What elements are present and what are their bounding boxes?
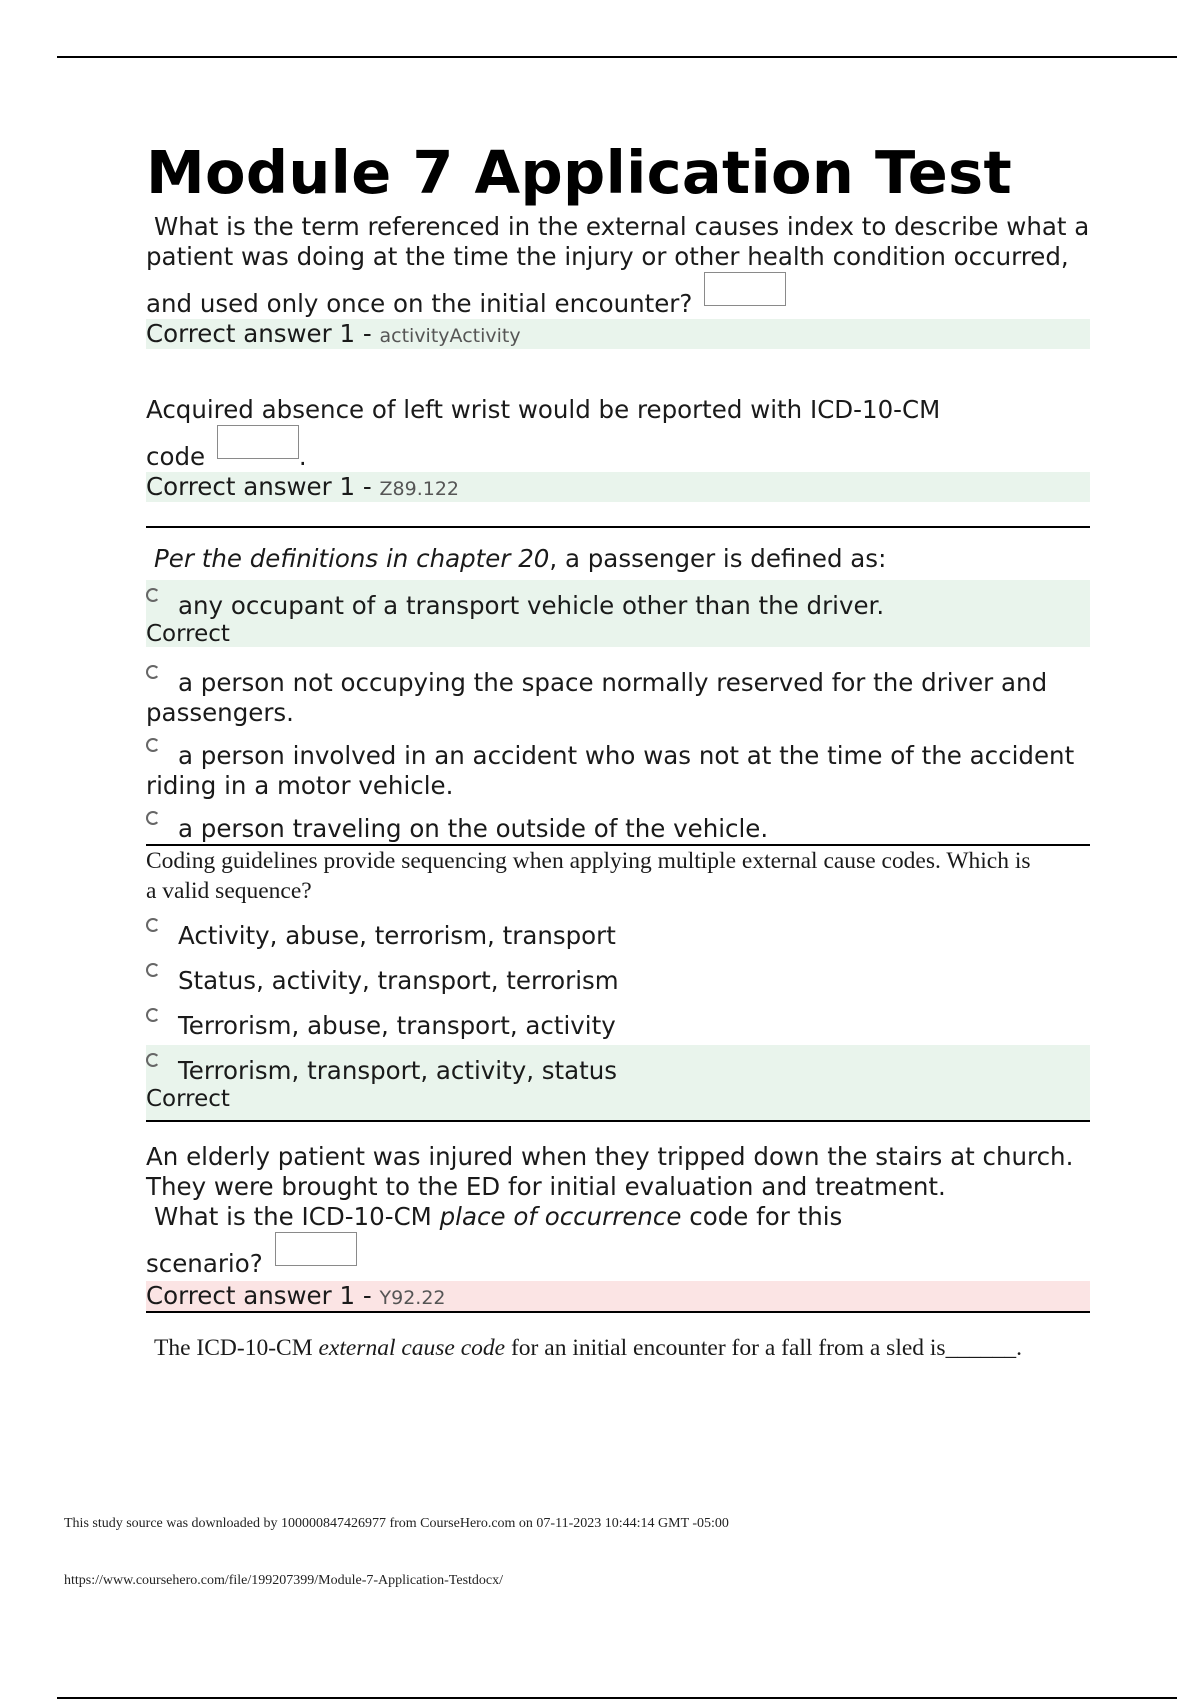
question-3-option-1-label: any occupant of a transport vehicle other than the driver.	[178, 591, 885, 620]
question-5-prompt-start: What is the ICD-10-CM	[154, 1202, 440, 1231]
question-1-answer-input[interactable]	[704, 272, 786, 306]
question-5-scenario: An elderly patient was injured when they tripped down the stairs at church. They were brought to the ED for initial evaluation and treatment.	[146, 1142, 1074, 1201]
source-url[interactable]: https://www.coursehero.com/file/199207399/Module-7-Application-Testdocx/	[64, 1573, 504, 1588]
question-3-text	[146, 544, 1090, 574]
question-1-prompt: What is the term referenced in the external causes index to describe what a patient was doing at the time the injury or other health condition occurred, and used only once on the initial encounter?	[146, 212, 1090, 318]
question-4-option-2-label: Status, activity, transport, terrorism	[178, 966, 619, 995]
question-2-text	[146, 395, 1090, 472]
question-2-answer-label: Correct answer 1 -	[146, 472, 380, 501]
question-5-prompt-end: code for this scenario?	[146, 1202, 843, 1278]
radio-icon[interactable]	[146, 588, 160, 602]
document-content	[146, 140, 1090, 1363]
question-4-option-4[interactable]	[146, 1045, 1090, 1120]
question-1-text	[146, 212, 1090, 319]
question-4-option-4-label: Terrorism, transport, activity, status	[178, 1056, 618, 1085]
question-4-option-1[interactable]	[146, 918, 1090, 951]
question-3-option-3[interactable]	[146, 738, 1090, 801]
radio-icon[interactable]	[146, 963, 160, 977]
question-3-option-2-label: a person not occupying the space normally reserved for the driver and passengers.	[146, 668, 1048, 727]
question-6-text	[146, 1333, 1090, 1363]
question-2	[146, 395, 1090, 502]
question-5-text	[146, 1202, 1090, 1279]
question-3-option-1[interactable]	[146, 580, 1090, 647]
radio-icon[interactable]	[146, 811, 160, 825]
question-5	[146, 1142, 1090, 1311]
download-note: This study source was downloaded by 100000847426977 from CourseHero.com on 07-11-2023 10:44:14 GMT -05:00	[64, 1516, 729, 1531]
radio-icon[interactable]	[146, 738, 160, 752]
question-4-option-3-label: Terrorism, abuse, transport, activity	[178, 1011, 616, 1040]
question-4-correct-label: Correct	[146, 1086, 230, 1112]
question-3	[146, 544, 1090, 844]
question-5-prompt-italic: place of occurrence	[439, 1202, 682, 1231]
question-6-prompt-end: for an initial encounter for a fall from a sled is______.	[505, 1335, 1022, 1361]
question-3-option-3-label: a person involved in an accident who was not at the time of the accident riding in a motor vehicle.	[146, 741, 1075, 800]
question-2-answer-input[interactable]	[217, 425, 299, 459]
page-bottom-rule	[57, 1697, 1177, 1699]
divider	[146, 1311, 1090, 1313]
question-1	[146, 212, 1090, 349]
question-4-text: Coding guidelines provide sequencing when applying multiple external cause codes. Which is a valid sequence?	[146, 848, 1031, 904]
question-1-answer-value: activityActivity	[379, 325, 521, 347]
question-3-prompt-italic: Per the definitions in chapter 20	[154, 544, 550, 573]
question-4-option-3[interactable]	[146, 1008, 1090, 1041]
question-4	[146, 846, 1090, 1120]
question-4-option-2[interactable]	[146, 963, 1090, 996]
question-3-correct-label: Correct	[146, 621, 230, 647]
question-1-answer-label: Correct answer 1 -	[146, 319, 380, 348]
divider	[146, 1120, 1090, 1122]
question-1-correct-answer	[146, 319, 1090, 349]
question-5-answer-input[interactable]	[275, 1232, 357, 1266]
page-title: Module 7 Application Test	[146, 138, 1012, 207]
page-top-rule	[57, 56, 1177, 58]
question-6	[146, 1333, 1090, 1363]
question-5-answer-value: Y92.22	[379, 1287, 446, 1309]
radio-icon[interactable]	[146, 1008, 160, 1022]
question-2-suffix: .	[298, 442, 307, 471]
question-5-answer-label: Correct answer 1 -	[146, 1281, 380, 1310]
question-4-option-1-label: Activity, abuse, terrorism, transport	[178, 921, 616, 950]
question-3-option-4[interactable]	[146, 811, 1090, 844]
question-6-prompt-start: The ICD-10-CM	[154, 1335, 319, 1361]
question-3-option-4-label: a person traveling on the outside of the vehicle.	[178, 814, 769, 843]
radio-icon[interactable]	[146, 1053, 160, 1067]
divider	[146, 526, 1090, 528]
question-2-answer-value: Z89.122	[379, 478, 459, 500]
question-3-prompt: , a passenger is defined as:	[549, 544, 887, 573]
radio-icon[interactable]	[146, 918, 160, 932]
question-2-correct-answer	[146, 472, 1090, 502]
question-6-prompt-italic: external cause code	[318, 1335, 506, 1361]
question-3-option-2[interactable]	[146, 665, 1090, 728]
radio-icon[interactable]	[146, 665, 160, 679]
question-2-prompt: Acquired absence of left wrist would be reported with ICD-10-CM code	[146, 395, 941, 471]
question-5-correct-answer	[146, 1281, 1090, 1311]
